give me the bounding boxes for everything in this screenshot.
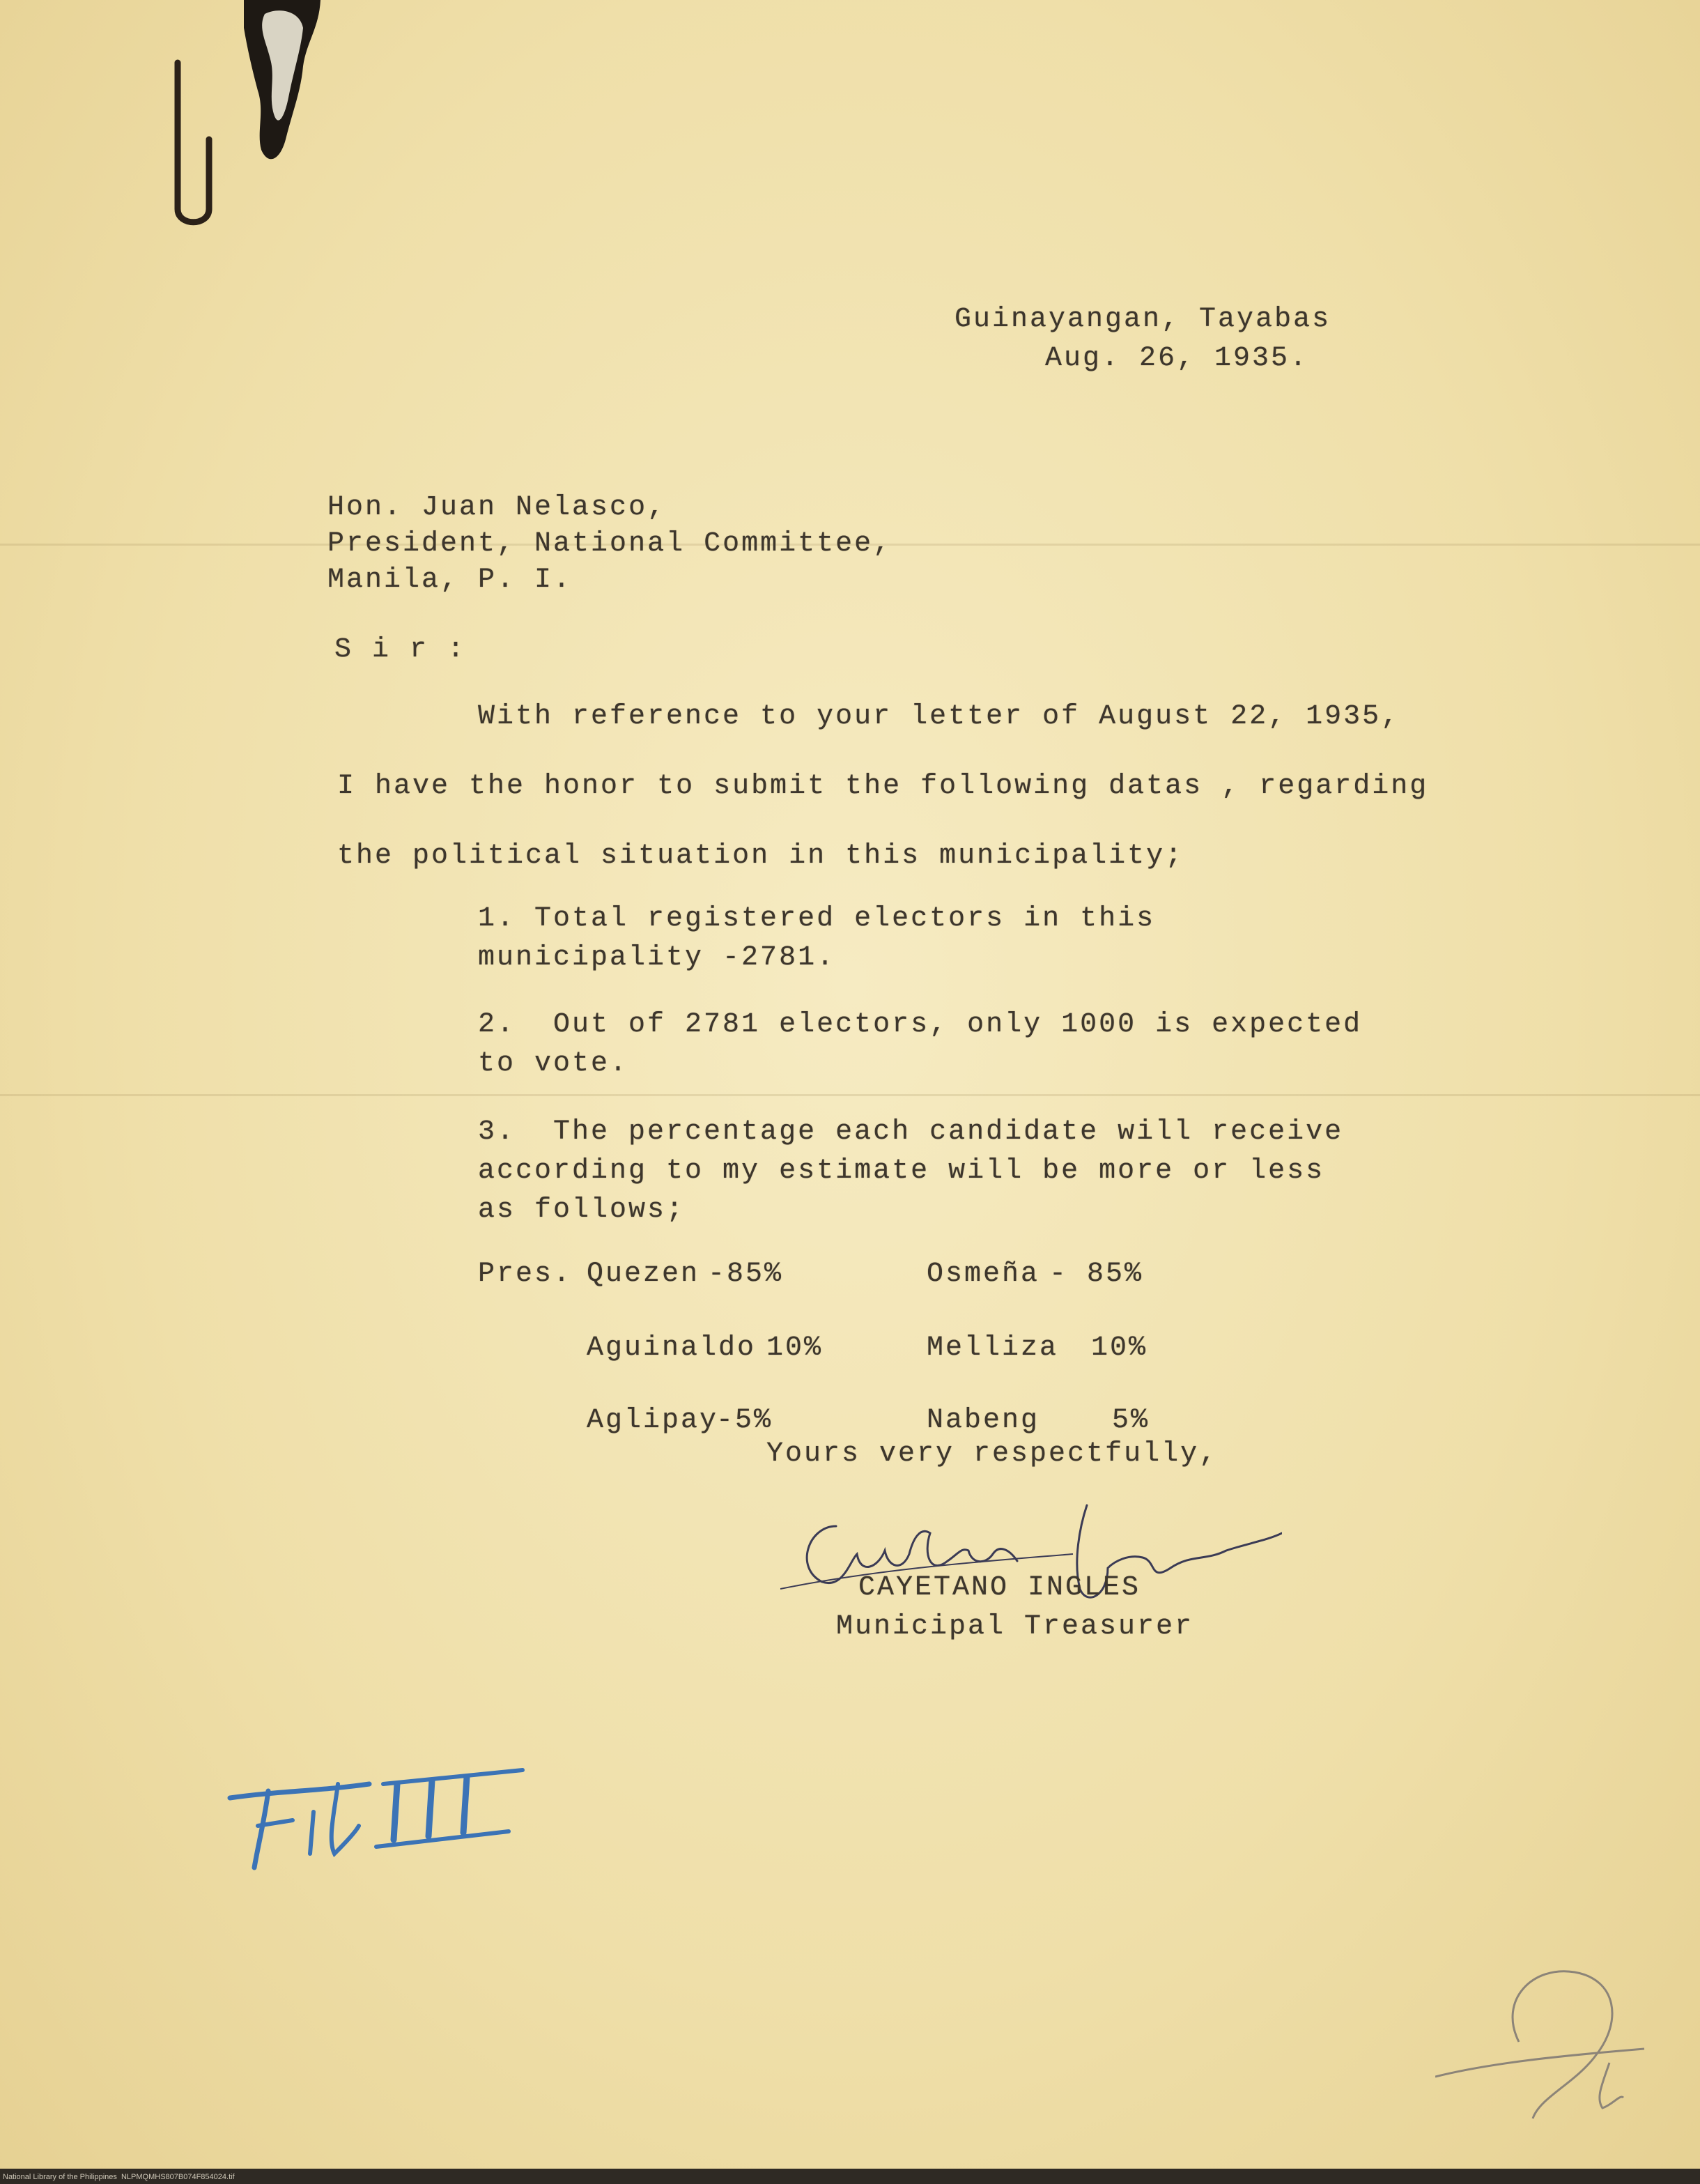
archive-footer: National Library of the Philippines NLPMQMHS807B074F854024.tif — [3, 2173, 235, 2181]
estimate-value: 5% — [1112, 1405, 1150, 1436]
scan-edge — [0, 2169, 1700, 2184]
estimate-name: Aguinaldo — [587, 1332, 757, 1364]
salutation: S i r : — [334, 634, 467, 666]
estimate-value: 10% — [1091, 1332, 1148, 1364]
estimate-name: Nabeng — [927, 1405, 1040, 1436]
signatory-name: CAYETANO INGLES — [858, 1572, 1141, 1604]
item-1-line: municipality -2781. — [478, 942, 836, 974]
recipient-name: Hon. Juan Nelasco, — [327, 492, 667, 523]
item-1-line: 1. Total registered electors in this — [478, 903, 1156, 935]
recipient-title: President, National Committee, — [327, 528, 892, 560]
recipient-address: Manila, P. I. — [327, 564, 573, 596]
item-3-line: 3. The percentage each candidate will receive — [478, 1116, 1344, 1148]
signatory-title: Municipal Treasurer — [836, 1611, 1194, 1643]
item-2-line: to vote. — [478, 1048, 629, 1079]
body-line: I have the honor to submit the following datas , regarding — [337, 771, 1429, 802]
item-2-line: 2. Out of 2781 electors, only 1000 is expected — [478, 1009, 1363, 1040]
file-note-handwriting — [216, 1742, 564, 1882]
body-line: With reference to your letter of August 22, 1935, — [478, 701, 1400, 732]
paperclip-stain-icon — [167, 56, 223, 237]
burn-hole-icon — [237, 0, 327, 167]
estimate-prefix: Pres. — [478, 1259, 573, 1290]
estimate-name: Melliza — [927, 1332, 1059, 1364]
estimate-name: Quezen — [587, 1259, 700, 1290]
estimate-value: 10% — [766, 1332, 824, 1364]
estimate-value: -5% — [716, 1405, 773, 1436]
estimate-name: Aglipay — [587, 1405, 719, 1436]
body-line: the political situation in this municipality; — [337, 840, 1184, 872]
item-3-line: as follows; — [478, 1194, 686, 1226]
date-line: Aug. 26, 1935. — [1045, 343, 1309, 374]
estimate-value: -85% — [708, 1259, 784, 1290]
closing: Yours very respectfully, — [766, 1438, 1219, 1470]
pencil-initial-icon — [1435, 1958, 1658, 2132]
item-3-line: according to my estimate will be more or less — [478, 1155, 1325, 1187]
place-line: Guinayangan, Tayabas — [955, 304, 1331, 335]
estimate-value: - 85% — [1049, 1259, 1144, 1290]
paper-fold — [0, 1094, 1700, 1096]
estimate-name: Osmeña — [927, 1259, 1040, 1290]
